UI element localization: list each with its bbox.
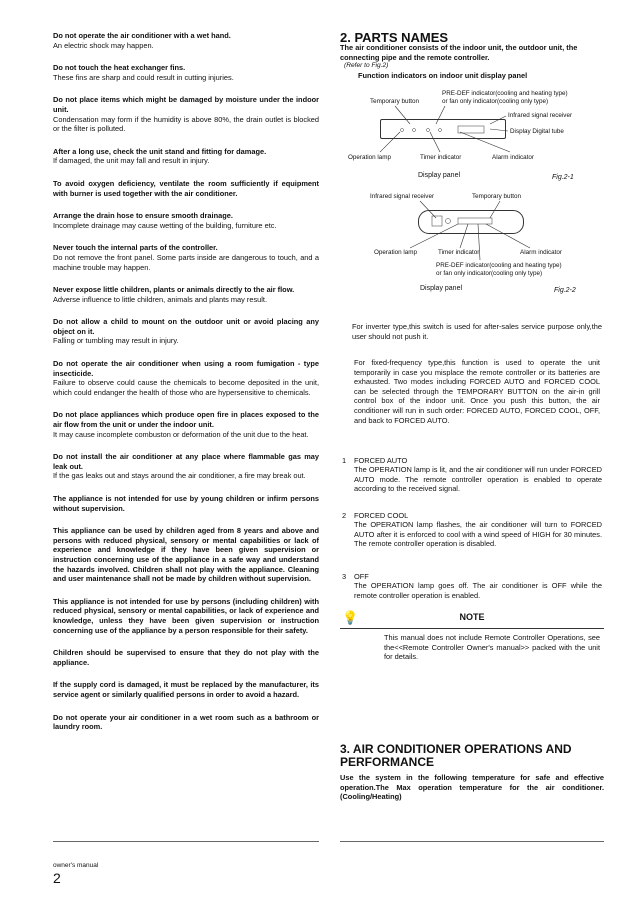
warning-item [53,211,319,230]
label-predef: PRE-DEF indicator(cooling and heating type) [436,262,562,269]
warning-item [53,526,319,584]
warning-heading: To avoid oxygen deficiency, ventilate the room sufficiently if equipment with burner is used together with the air conditioner. [53,178,319,198]
warning-text: These fins are sharp and could result in cutting injuries. [53,72,234,82]
section-title: 2. PARTS NAMES [340,30,449,45]
operations-section [340,743,604,802]
warning-heading: Children should be supervised to ensure that they do not play with the appliance. [53,648,319,667]
page-number: 2 [53,870,61,886]
warning-heading: Do not install the air conditioner at any place where flammable gas may leak out. [53,452,319,471]
warning-item [53,494,319,513]
note-header [340,610,604,629]
mode-heading: OFF [354,572,369,581]
inverter-note: For inverter type,this switch is used for after-sales service purpose only,the user should not push it. [352,322,602,341]
warning-item [53,410,319,439]
warning-text: It may cause incomplete combuston or deformation of the unit due to the heat. [53,429,309,439]
warning-heading: Do not operate the air conditioner with a wet hand. [53,31,231,40]
label-timer: Timer indicator [420,154,462,161]
label-predef2: or fan only indicator(cooling only type) [436,270,543,277]
warning-text: Incomplete drainage may cause wetting of the building, furniture etc. [53,220,277,230]
warning-item [53,680,319,699]
mode-text: The OPERATION lamp is lit, and the air conditioner will run under FORCED AUTO mode. The remote controller operation is enabled to operate according to the received signal. [354,465,602,494]
warning-heading: Do not operate your air conditioner in a wet room such as a bathroom or laundry room. [53,712,319,732]
warning-text: Failure to observe could cause the chemicals to become deposited in the unit, which could endanger the health of those who are hypersensitive to chemicals. [53,378,319,397]
fig-label: Fig.2-1 [552,174,574,181]
label-ir: Infrared signal receiver [370,193,435,200]
label-ir: Infrared signal receiver [508,112,573,119]
label-panel: Display panel [418,172,461,179]
warning-item [53,452,319,481]
divider [340,841,604,842]
warning-text: An electric shock may happen. [53,40,154,50]
warning-heading: Do not touch the heat exchanger fins. [53,63,186,73]
warning-heading: This appliance can be used by children aged from 8 years and above and persons with reduced physical, sensory or mental capabilities or lack of experience and knowledge if they have been given supervision or instruction concerning use of the appliance in a safe way and understand the hazards involved. Children shall not play with the appliance. Cleaning and user maintenance shall not be made by children without supervision. [53,526,319,584]
label-alarm: Alarm indicator [520,249,562,256]
warning-item [53,285,319,304]
mode-heading: FORCED AUTO [354,456,408,465]
label-timer: Timer indicator [438,249,480,256]
mode-text: The OPERATION lamp goes off. The air conditioner is OFF while the remote controller operation is enabled. [354,581,602,600]
figure-2-1 [340,90,604,190]
label-predef: PRE-DEF indicator(cooling and heating type) [442,90,568,97]
warning-heading: Do not place items which might be damaged by moisture under the indoor unit. [53,95,319,114]
warning-text: Falling or tumbling may result in injury. [53,336,179,346]
warning-item [53,317,319,346]
label-predef2: or fan only indicator(cooling only type) [442,98,549,105]
warning-heading: Do not place appliances which produce open fire in places exposed to the air flow from the unit or under the indoor unit. [53,410,319,430]
warning-text: If damaged, the unit may fall and result in injury. [53,156,210,166]
label-temp-button: Temporary button [472,193,522,200]
warning-heading: Arrange the drain hose to ensure smooth drainage. [53,211,233,221]
warning-heading: Do not operate the air conditioner when using a room fumigation - type insecticide. [53,359,319,378]
figure-2-2 [340,190,604,300]
label-temp-button: Temporary button [370,98,420,105]
warning-heading: The appliance is not intended for use by young children or infirm persons without supervision. [53,494,319,513]
leader-lines [340,190,604,270]
warning-item [53,95,319,133]
fig-label: Fig.2-2 [554,287,576,294]
warnings-column [53,31,319,745]
mode-number: 2 [342,511,347,520]
warning-heading: Never expose little children, plants or animals directly to the air flow. [53,285,295,295]
warning-heading: Never touch the internal parts of the controller. [53,243,218,253]
lightbulb-icon: 💡 [342,610,359,625]
warning-item [53,179,319,198]
refer-note: (Refer to Fig.2) [344,62,389,70]
warning-text: Do not remove the front panel. Some parts inside are dangerous to touch, and a machine trouble may happen. [53,252,319,272]
mode-heading: FORCED COOL [354,511,409,520]
label-panel: Display panel [420,285,463,292]
note-text: This manual does not include Remote Controller Operations, see the<<Remote Controller Owner's manual>> packed with the unit for details. [384,633,600,662]
warning-item [53,147,319,166]
warning-text: Adverse influence to little children, animals and plants may result. [53,294,268,304]
warning-item [53,31,319,50]
warning-text: If the gas leaks out and stays around the air conditioner, a fire may break out. [53,471,306,481]
label-op-lamp: Operation lamp [374,249,418,256]
label-alarm: Alarm indicator [492,154,534,161]
label-op-lamp: Operation lamp [348,154,392,161]
divider [53,841,319,842]
subtitle: Function indicators on indoor unit display panel [358,71,528,81]
warning-item [53,359,319,397]
warning-item [53,243,319,272]
mode-number: 1 [342,456,347,465]
warning-item [53,597,319,635]
warning-text: Condensation may form if the humidity is above 80%, the drain outlet is blocked or the filter is polluted. [53,114,319,134]
section-intro: The air conditioner consists of the indoor unit, the outdoor unit, the connecting pipe and the remote controller. [340,43,578,62]
warning-heading: If the supply cord is damaged, it must be replaced by the manufacturer, its service agent or similarly qualified persons in order to avoid a hazard. [53,680,319,699]
label-digital: Display Digital tube [510,128,564,135]
section-text: Use the system in the following temperature for safe and effective operation.The Max operation temperature for the air conditioner.(Cooling/Heating) [340,773,604,802]
footer-label: owner's manual [53,862,99,869]
warning-item [53,713,319,732]
parts-section [340,31,604,81]
warning-heading: Do not allow a child to mount on the outdoor unit or avoid placing any object on it. [53,317,319,336]
fixed-note: For fixed-frequency type,this function is used to operate the unit temporarily in case you misplace the remote controller or its batteries are exhausted. Two modes including FORCED AUTO and FORCED COOL can be selected through the TEMPORARY BUTTON on the air-in grill control box of the indoor unit. Once you push this button, the air conditioner will run in such order: FORCED AUTO, FORCED COOL, OFF, and back to FORCED AUTO. [354,358,600,425]
warning-heading: After a long use, check the unit stand and fitting for damage. [53,146,267,156]
warning-item [53,63,319,82]
warning-item [53,648,319,667]
warning-heading: This appliance is not intended for use by persons (including children) with reduced physical, sensory or mental capabilities, or lack of experience and knowledge, unless they have been given supervision or instruction concerning use of the appliance by a person responsible for their safety. [53,596,319,635]
mode-text: The OPERATION lamp flashes, the air conditioner will turn to FORCED AUTO after it is enforced to cool with a wind speed of HIGH for 30 minutes. The remote controller operation is disabled. [354,520,602,549]
section-title: 3. AIR CONDITIONER OPERATIONS AND PERFORMANCE [340,742,572,769]
note-title: NOTE [459,612,485,622]
mode-number: 3 [342,572,347,581]
